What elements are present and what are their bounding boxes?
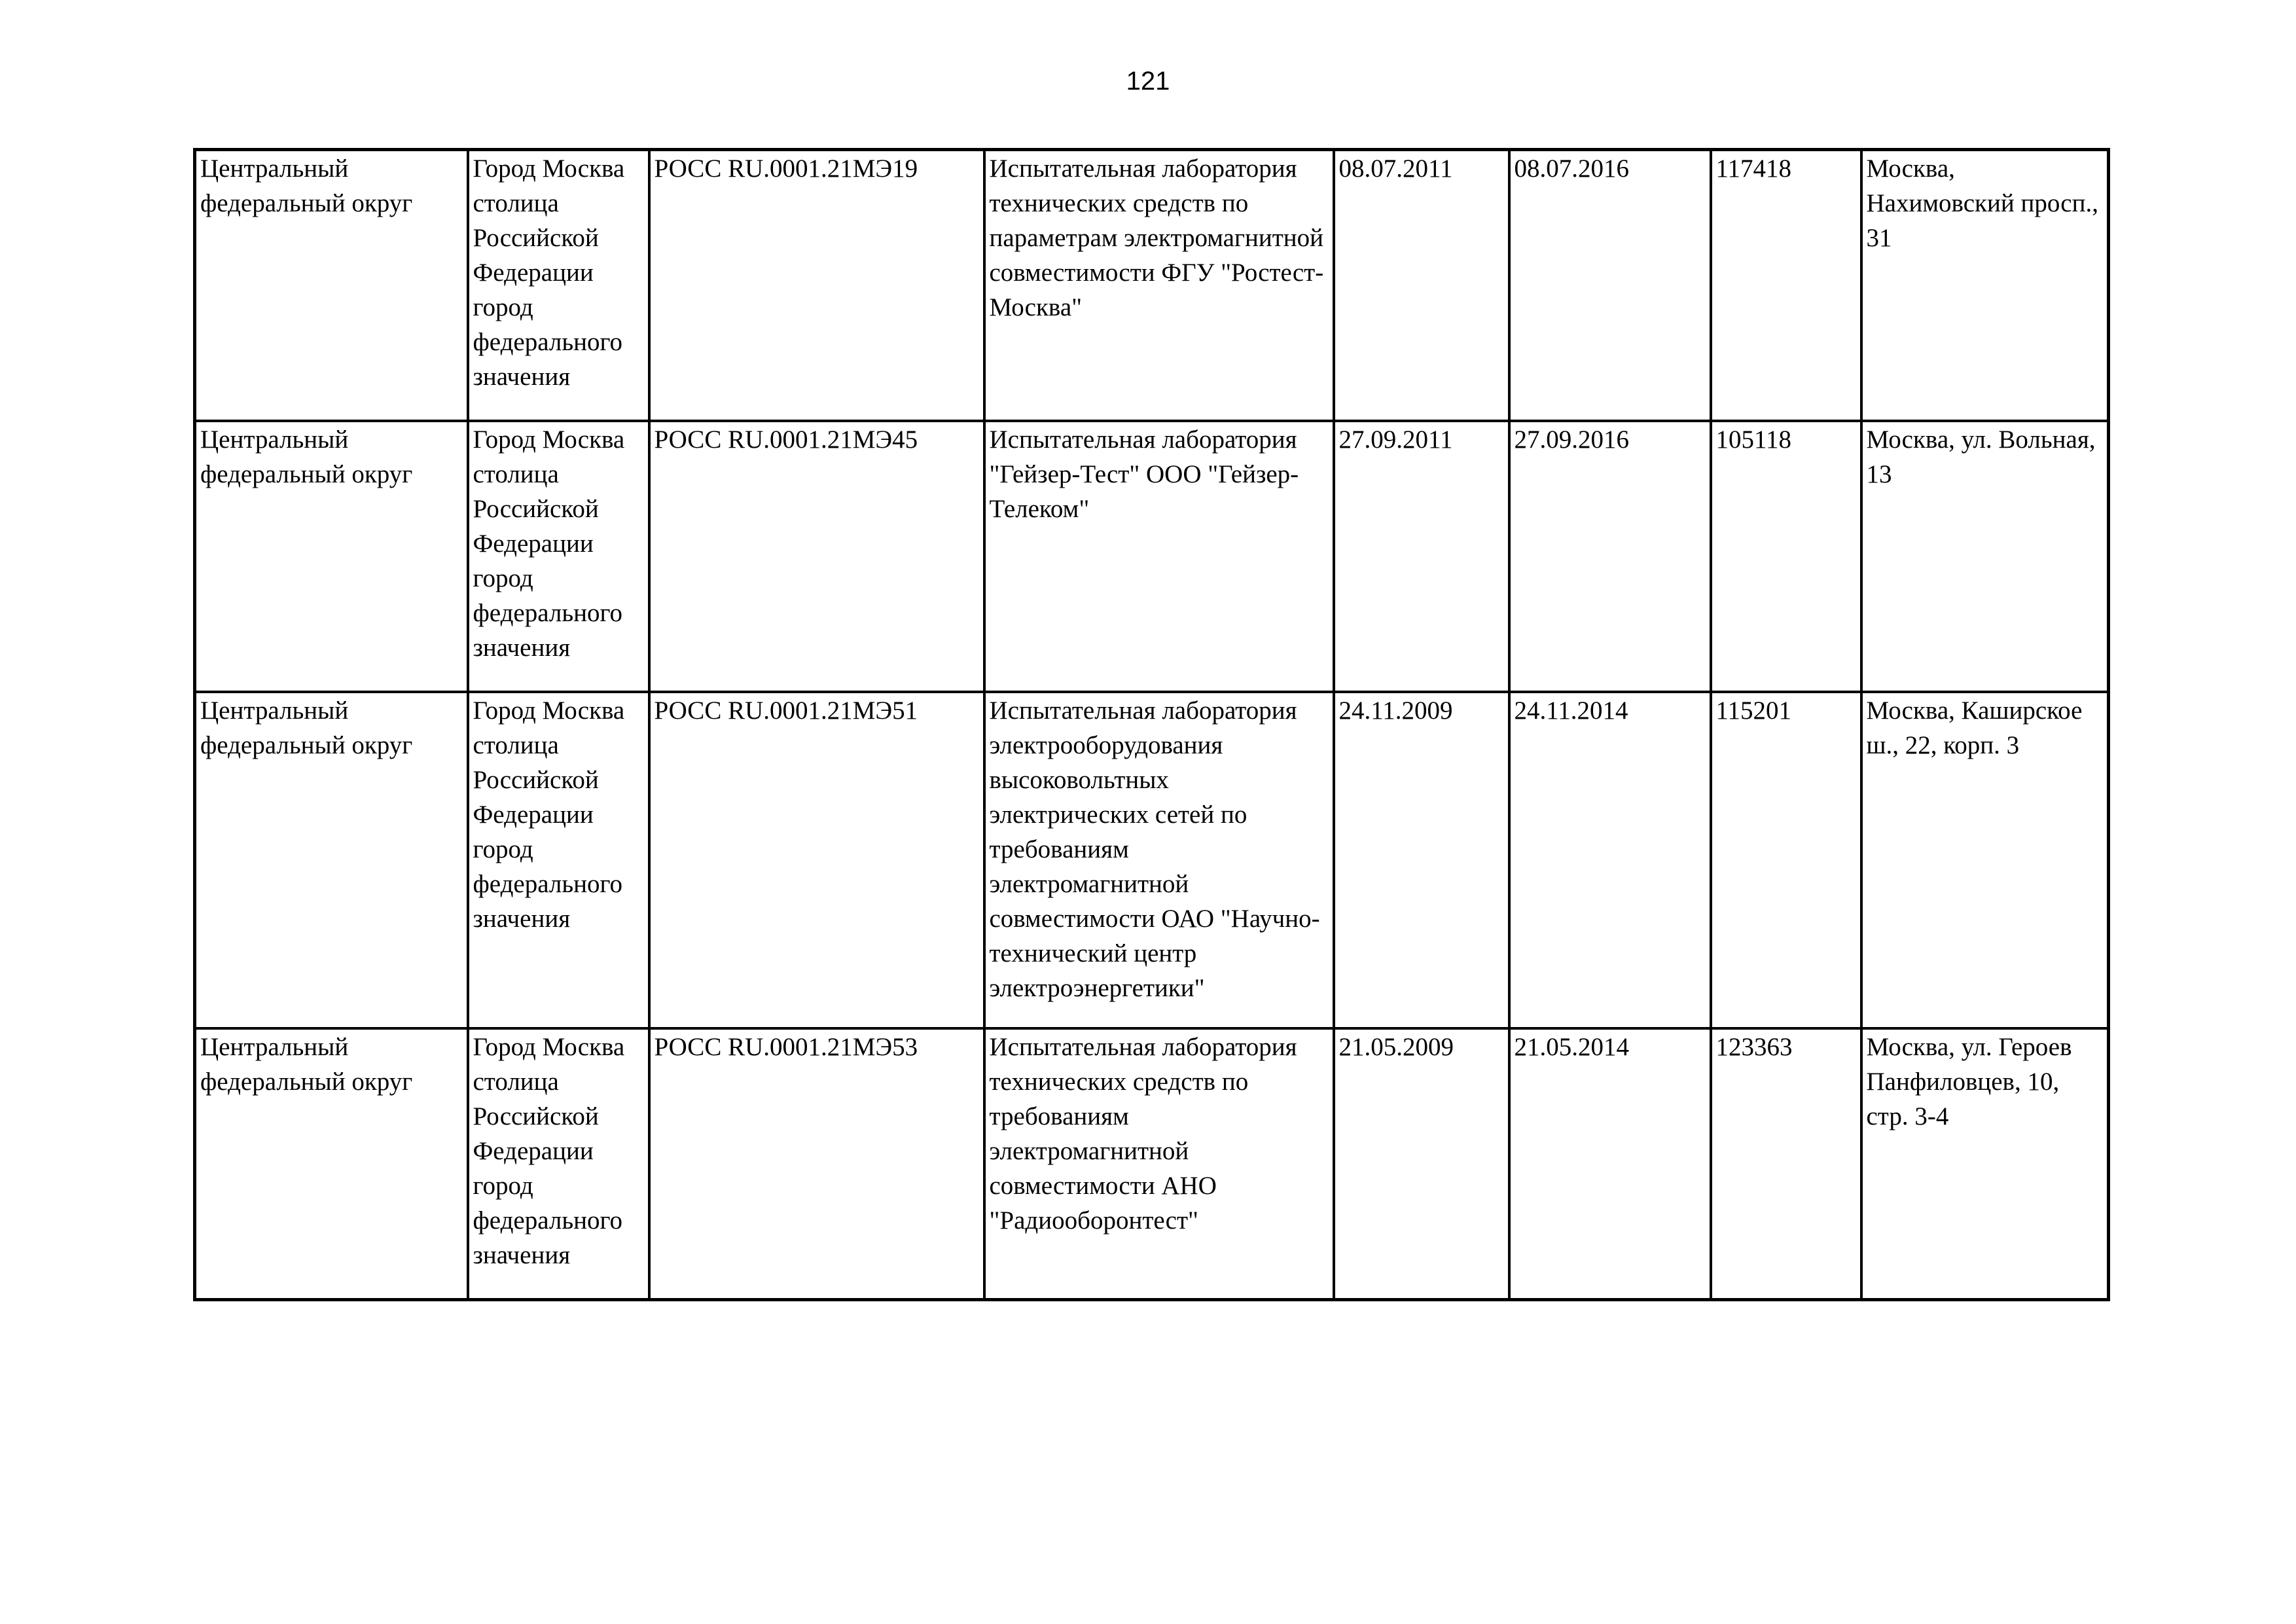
- laboratory-name-cell: Испытательная лаборатория электрооборудования высоковольтных электрических сетей по требованиям электромагнитной совместимости ОАО "Научно-технический центр электроэнергетики": [984, 692, 1334, 1028]
- date-from-cell: 08.07.2011: [1334, 150, 1509, 422]
- laboratory-name-cell: Испытательная лаборатория "Гейзер-Тест" ООО "Гейзер-Телеком": [984, 421, 1334, 692]
- district-cell: Центральный федеральный округ: [195, 421, 468, 692]
- region-cell: Город Москва столица Российской Федерации город федерального значения: [468, 150, 649, 422]
- postcode-cell: 123363: [1711, 1028, 1861, 1300]
- date-to-cell: 24.11.2014: [1509, 692, 1711, 1028]
- postcode-cell: 117418: [1711, 150, 1861, 422]
- postcode-cell: 115201: [1711, 692, 1861, 1028]
- district-cell: Центральный федеральный округ: [195, 692, 468, 1028]
- date-to-cell: 21.05.2014: [1509, 1028, 1711, 1300]
- registration-number-cell: РОСС RU.0001.21МЭ19: [649, 150, 984, 422]
- region-cell: Город Москва столица Российской Федерации город федерального значения: [468, 421, 649, 692]
- region-cell: Город Москва столица Российской Федерации город федерального значения: [468, 1028, 649, 1300]
- table-row: [195, 150, 2109, 422]
- region-cell: Город Москва столица Российской Федерации город федерального значения: [468, 692, 649, 1028]
- address-cell: Москва, ул. Вольная, 13: [1861, 421, 2109, 692]
- date-from-cell: 21.05.2009: [1334, 1028, 1509, 1300]
- table-row: [195, 692, 2109, 1028]
- page-number: 121: [1126, 67, 1170, 96]
- date-from-cell: 24.11.2009: [1334, 692, 1509, 1028]
- address-cell: Москва, ул. Героев Панфиловцев, 10, стр. 3-4: [1861, 1028, 2109, 1300]
- laboratory-name-cell: Испытательная лаборатория технических средств по требованиям электромагнитной совместимости АНО "Радиооборонтест": [984, 1028, 1334, 1300]
- address-cell: Москва, Каширское ш., 22, корп. 3: [1861, 692, 2109, 1028]
- district-cell: Центральный федеральный округ: [195, 1028, 468, 1300]
- registry-table: [193, 148, 2110, 1301]
- address-cell: Москва, Нахимовский просп., 31: [1861, 150, 2109, 422]
- date-from-cell: 27.09.2011: [1334, 421, 1509, 692]
- registration-number-cell: РОСС RU.0001.21МЭ45: [649, 421, 984, 692]
- date-to-cell: 27.09.2016: [1509, 421, 1711, 692]
- district-cell: Центральный федеральный округ: [195, 150, 468, 422]
- registration-number-cell: РОСС RU.0001.21МЭ51: [649, 692, 984, 1028]
- postcode-cell: 105118: [1711, 421, 1861, 692]
- registration-number-cell: РОСС RU.0001.21МЭ53: [649, 1028, 984, 1300]
- date-to-cell: 08.07.2016: [1509, 150, 1711, 422]
- table-row: [195, 1028, 2109, 1300]
- laboratory-name-cell: Испытательная лаборатория технических средств по параметрам электромагнитной совместимости ФГУ "Ростест-Москва": [984, 150, 1334, 422]
- table-row: [195, 421, 2109, 692]
